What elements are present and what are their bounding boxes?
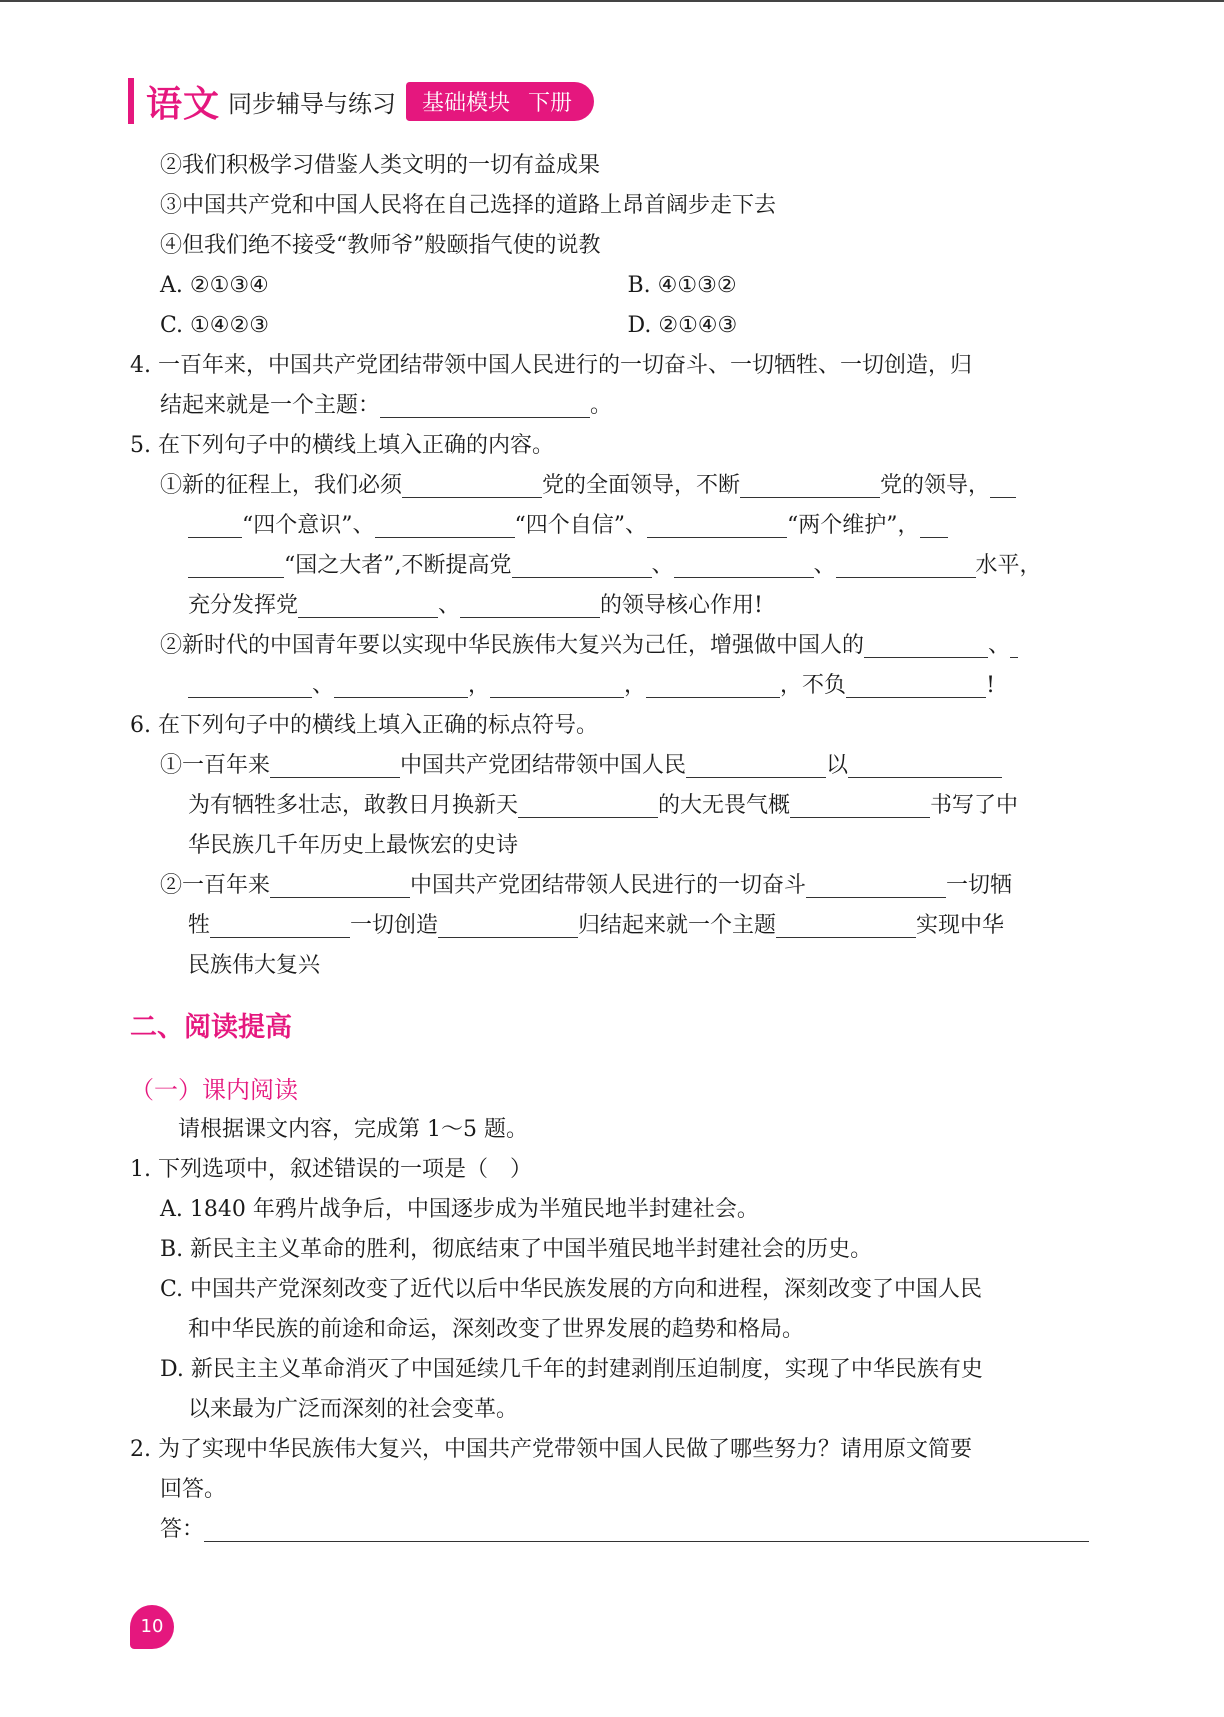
q5-s1-line-1	[130, 466, 1095, 506]
q6-s1-line-1	[130, 746, 1095, 786]
q6-s2-line-2	[130, 906, 1095, 946]
q6-blank[interactable]	[210, 909, 350, 938]
r2-question-line-2: 回答。	[160, 1477, 227, 1502]
q6-blank[interactable]	[848, 749, 1002, 778]
q6-title: 6. 在下列句子中的横线上填入正确的标点符号。	[130, 713, 598, 738]
q5-text: “四个意识”、	[242, 513, 375, 538]
q5-text: 、	[438, 593, 461, 618]
top-rule	[0, 0, 1224, 2]
q6-s2-line-1	[130, 866, 1095, 906]
q6-text: 的大无畏气概	[658, 793, 791, 818]
page-content	[130, 146, 1095, 1550]
q5-blank[interactable]	[512, 549, 652, 578]
q5-s1-line-3	[130, 546, 1095, 586]
r1-option-d[interactable]: D. 新民主主义革命消灭了中国延续几千年的封建剥削压迫制度，实现了中华民族有史	[160, 1357, 983, 1382]
q3-options-row-1	[130, 266, 1095, 306]
r1-option-c[interactable]: C. 中国共产党深刻改变了近代以后中华民族发展的方向和进程，深刻改变了中国人民	[160, 1277, 983, 1302]
reading-instruction: 请根据课文内容，完成第 1～5 题。	[178, 1117, 528, 1142]
q5-blank[interactable]	[188, 509, 242, 538]
q5-blank[interactable]	[402, 469, 542, 498]
q5-text: !	[986, 673, 995, 698]
r1-option-c-cont: 和中华民族的前途和命运，深刻改变了世界发展的趋势和格局。	[188, 1317, 805, 1342]
module-label: 基础模块	[422, 90, 511, 116]
q6-blank[interactable]	[518, 789, 658, 818]
q5-text: ，不负	[780, 673, 847, 698]
q5-text: 充分发挥党	[188, 593, 299, 618]
q5-blank[interactable]	[460, 589, 600, 618]
q5-text: ，	[468, 673, 491, 698]
volume-label: 下册	[528, 90, 573, 116]
q6-text: 归结起来就一个主题	[578, 913, 777, 938]
r2-question-line-1: 2. 为了实现中华民族伟大复兴，中国共产党带领中国人民做了哪些努力？请用原文简要	[130, 1437, 972, 1462]
q5-text: ①新的征程上，我们必须	[160, 473, 403, 498]
q5-blank[interactable]	[375, 509, 515, 538]
page-header	[128, 76, 594, 126]
q5-blank[interactable]	[846, 669, 986, 698]
q3-option-b[interactable]: B. ④①③②	[627, 273, 737, 298]
q5-blank[interactable]	[990, 469, 1016, 498]
q3-item-4: ④但我们绝不接受“教师爷”般颐指气使的说教	[160, 233, 601, 258]
q6-text: 实现中华	[916, 913, 1005, 938]
q6-text: ②一百年来	[160, 873, 271, 898]
r1-option-b[interactable]: B. 新民主主义革命的胜利，彻底结束了中国半殖民地半封建社会的历史。	[160, 1237, 873, 1262]
q3-option-c[interactable]: C. ①④②③	[160, 313, 269, 338]
header-accent-bar	[128, 78, 134, 124]
q6-text: 一切牺	[946, 873, 1013, 898]
r2-answer-row	[130, 1510, 1095, 1550]
q6-blank[interactable]	[776, 909, 916, 938]
q5-blank[interactable]	[334, 669, 468, 698]
q5-text: 的领导核心作用!	[600, 593, 763, 618]
q3-item-2: ②我们积极学习借鉴人类文明的一切有益成果	[160, 153, 601, 178]
q5-text: “四个自信”、	[514, 513, 647, 538]
page-number: 10	[130, 1605, 174, 1649]
q6-s2-line-3: 民族伟大复兴	[188, 953, 321, 978]
q3-options-row-2	[130, 306, 1095, 346]
answer-blank[interactable]	[204, 1513, 1089, 1542]
q6-blank[interactable]	[686, 749, 826, 778]
q6-text: 为有牺牲多壮志，敢教日月换新天	[188, 793, 519, 818]
q5-text: 、	[651, 553, 674, 578]
q5-text: 、	[988, 633, 1011, 658]
q6-text: 一切创造	[350, 913, 439, 938]
r1-option-a[interactable]: A. 1840 年鸦片战争后，中国逐步成为半殖民地半封建社会。	[160, 1197, 759, 1222]
q6-blank[interactable]	[438, 909, 578, 938]
q5-blank[interactable]	[1010, 629, 1018, 658]
q5-text: 水平，	[975, 553, 1042, 578]
q5-s2-line-2	[130, 666, 1095, 706]
q6-blank[interactable]	[270, 869, 410, 898]
q4-period: 。	[590, 393, 613, 418]
q5-blank[interactable]	[647, 509, 787, 538]
q4-blank[interactable]	[380, 389, 590, 418]
subject-label: 语文	[146, 83, 221, 125]
q6-blank[interactable]	[270, 749, 400, 778]
r1-question: 1. 下列选项中，叙述错误的一项是（ ）	[130, 1157, 532, 1182]
q4-prompt: 结起来就是一个主题：	[160, 393, 381, 418]
q5-title: 5. 在下列句子中的横线上填入正确的内容。	[130, 433, 554, 458]
q4-line-2	[130, 386, 1095, 426]
q5-text: ②新时代的中国青年要以实现中华民族伟大复兴为己任，增强做中国人的	[160, 633, 865, 658]
q4-line-1: 4. 一百年来，中国共产党团结带领中国人民进行的一切奋斗、一切牺牲、一切创造，归	[130, 353, 972, 378]
q3-option-a[interactable]: A. ②①③④	[160, 273, 269, 298]
q5-blank[interactable]	[490, 669, 624, 698]
q6-text: 书写了中	[930, 793, 1019, 818]
q6-text: 牲	[188, 913, 211, 938]
q5-blank[interactable]	[740, 469, 880, 498]
q6-text: 中国共产党团结带领中国人民	[400, 753, 687, 778]
q5-s1-line-4	[130, 586, 1095, 626]
q6-text: 以	[826, 753, 849, 778]
r1-option-d-cont: 以来最为广泛而深刻的社会变革。	[188, 1397, 519, 1422]
q5-blank[interactable]	[864, 629, 988, 658]
module-badge	[406, 82, 594, 121]
subsection-title: （一）课内阅读	[130, 1076, 298, 1104]
q5-blank[interactable]	[646, 669, 780, 698]
q5-text: 、	[813, 553, 836, 578]
q6-blank[interactable]	[806, 869, 946, 898]
q6-text: ①一百年来	[160, 753, 271, 778]
q5-blank[interactable]	[674, 549, 814, 578]
q5-text: “两个维护”，	[787, 513, 920, 538]
q5-text: 、	[312, 673, 335, 698]
q5-s2-line-1	[130, 626, 1095, 666]
q5-text: “国之大者”,不断提高党	[284, 553, 512, 578]
answer-label: 答：	[160, 1517, 205, 1542]
q3-item-3: ③中国共产党和中国人民将在自己选择的道路上昂首阔步走下去	[160, 193, 777, 218]
q6-s1-line-3: 华民族几千年历史上最恢宏的史诗	[188, 833, 519, 858]
q6-s1-line-2	[130, 786, 1095, 826]
q5-blank[interactable]	[298, 589, 438, 618]
q5-blank[interactable]	[920, 509, 948, 538]
q6-blank[interactable]	[790, 789, 930, 818]
q3-option-d[interactable]: D. ②①④③	[627, 313, 738, 338]
book-title: 同步辅导与练习	[228, 89, 397, 118]
q5-text: 党的全面领导，不断	[542, 473, 741, 498]
q5-blank[interactable]	[188, 549, 284, 578]
section-title: 二、阅读提高	[130, 1012, 292, 1043]
q5-blank[interactable]	[188, 669, 312, 698]
q5-text: ，	[624, 673, 647, 698]
q5-blank[interactable]	[836, 549, 976, 578]
q5-s1-line-2	[130, 506, 1095, 546]
q6-text: 中国共产党团结带领人民进行的一切奋斗	[410, 873, 807, 898]
q5-text: 党的领导，	[880, 473, 991, 498]
